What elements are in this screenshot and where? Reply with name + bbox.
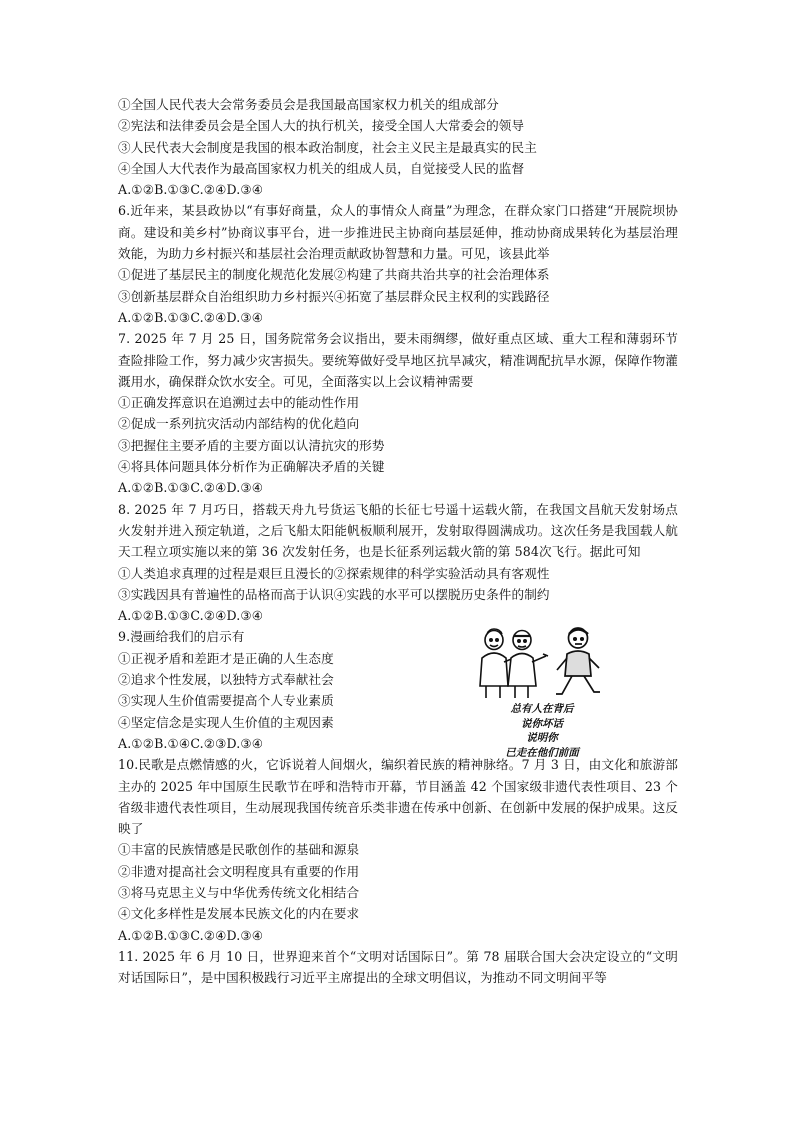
q8-answers: A.①②B.①③C.②④D.③④ [118, 608, 264, 624]
q7-answers: A.①②B.①③C.②④D.③④ [118, 480, 264, 496]
q10-stem: 10.民歌是点燃情感的火，它诉说着人间烟火，编织着民族的精神脉络。7 月 3 日，由文化和旅游部主办的 2025 年中国原生民歌节在呼和浩特市开幕，节目涵盖 42 个国家级非遗代表性项目、23 个省级非遗代表性项目，生动展现我国传统音乐类非遗在传承中创新、在创新中发展的保护成果。这反映了 [118, 757, 678, 837]
exam-page [118, 94, 678, 988]
caption-line-2: 说你坏话 [521, 717, 563, 730]
question-10 [118, 754, 678, 946]
q9-option-2: ②追求个性发展，以独特方式奉献社会 [118, 672, 334, 688]
q6-option-2: ③创新基层群众自治组织助力乡村振兴④拓宽了基层群众民主权利的实践路径 [118, 288, 550, 304]
gossip-figure-left [480, 629, 514, 698]
q8-option-2: ③实践因具有普遍性的品格而高于认识④实践的水平可以摆脱历史条件的制约 [118, 586, 550, 602]
question-8 [118, 499, 678, 627]
q7-option-1: ①正确发挥意识在追溯过去中的能动性作用 [118, 395, 360, 411]
caption-line-4: 已走在他们前面 [505, 746, 579, 759]
q10-option-2: ②非遗对提高社会文明程度具有重要的作用 [118, 863, 360, 879]
question-11 [118, 946, 678, 989]
q9-option-1: ①正视矛盾和差距才是正确的人生态度 [118, 650, 334, 666]
q10-answers: A.①②B.①③C.②④D.③④ [118, 927, 264, 943]
question-6 [118, 200, 678, 328]
question-5-options [118, 94, 678, 200]
q5-option-4: ④全国人大代表作为最高国家权力机关的组成人员，自觉接受人民的监督 [118, 160, 525, 176]
comic-caption [472, 702, 612, 760]
question-9 [118, 626, 678, 759]
q8-option-1: ①人类追求真理的过程是艰巨且漫长的②探索规律的科学实验活动具有客观性 [118, 565, 550, 581]
walking-figure-right [556, 628, 600, 694]
q5-option-3: ③人民代表大会制度是我国的根本政治制度，社会主义民主是最真实的民主 [118, 139, 537, 155]
q5-answers: A.①②B.①③C.②④D.③④ [118, 182, 264, 198]
q6-option-1: ①促进了基层民主的制度化规范化发展②构建了共商共治共享的社会治理体系 [118, 267, 550, 283]
q7-option-3: ③把握住主要矛盾的主要方面以认清抗灾的形势 [118, 437, 385, 453]
q7-option-2: ②促成一系列抗灾活动内部结构的优化趋向 [118, 416, 360, 432]
q10-option-4: ④文化多样性是发展本民族文化的内在要求 [118, 906, 360, 922]
q11-stem: 11. 2025 年 6 月 10 日，世界迎来首个“文明对话国际日”。第 78 届联合国大会决定设立的“文明对话国际日”，是中国积极践行习近平主席提出的全球文明倡议，为推动不同文明间平等 [118, 948, 678, 986]
q10-option-3: ③将马克思主义与中华优秀传统文化相结合 [118, 884, 360, 900]
q9-stem: 9.漫画给我们的启示有 [118, 629, 245, 645]
caption-line-3: 说明你 [526, 732, 558, 745]
q7-stem: 7. 2025 年 7 月 25 日，国务院常务会议指出，要未雨绸缪，做好重点区域、重大工程和薄弱环节查险排险工作，努力减少灾害损失。要统筹做好受旱地区抗旱减灾，精准调配抗旱水源，保障作物灌溉用水，确保群众饮水安全。可见，全面落实以上会议精神需要 [118, 331, 678, 389]
caption-line-1: 总有人在背后 [510, 703, 574, 716]
q7-option-4: ④将具体问题具体分析作为正确解决矛盾的关键 [118, 459, 385, 475]
q10-option-1: ①丰富的民族情感是民歌创作的基础和源泉 [118, 842, 360, 858]
q9-option-3: ③实现人生价值需要提高个人专业素质 [118, 693, 334, 709]
question-7 [118, 328, 678, 498]
q6-answers: A.①②B.①③C.②④D.③④ [118, 309, 264, 325]
q5-option-2: ②宪法和法律委员会是全国人大的执行机关，接受全国人大常委会的领导 [118, 118, 525, 134]
q5-option-1: ①全国人民代表大会常务委员会是我国最高国家权力机关的组成部分 [118, 97, 499, 112]
q6-stem: 6.近年来，某县政协以“有事好商量，众人的事情众人商量”为理念，在群众家门口搭建“开展院坝协商。建设和美乡村”协商议事平台，进一步推进民主协商向基层延伸，推动协商成果转化为基层治理效能，为助力乡村振兴和基层社会治理贡献政协智慧和力量。可见，该县此举 [118, 203, 678, 262]
comic-illustration [472, 626, 612, 776]
gossip-figure-middle [508, 631, 548, 699]
q9-answers: A.①②B.①④C.②③D.③④ [118, 735, 264, 751]
comic-figures-drawing [472, 626, 612, 702]
q9-option-4: ④坚定信念是实现人生价值的主观因素 [118, 714, 334, 730]
q8-stem: 8. 2025 年 7 月巧日，搭载天舟九号货运飞船的长征七号遥十运载火箭，在我国文昌航天发射场点火发射并进入预定轨道，之后飞船太阳能帆板顺利展开，发射取得圆满成功。这次任务是我国载人航天工程立项实施以来的第 36 次发射任务，也是长征系列运载火箭的第 584次飞行。据此可知 [118, 501, 678, 560]
